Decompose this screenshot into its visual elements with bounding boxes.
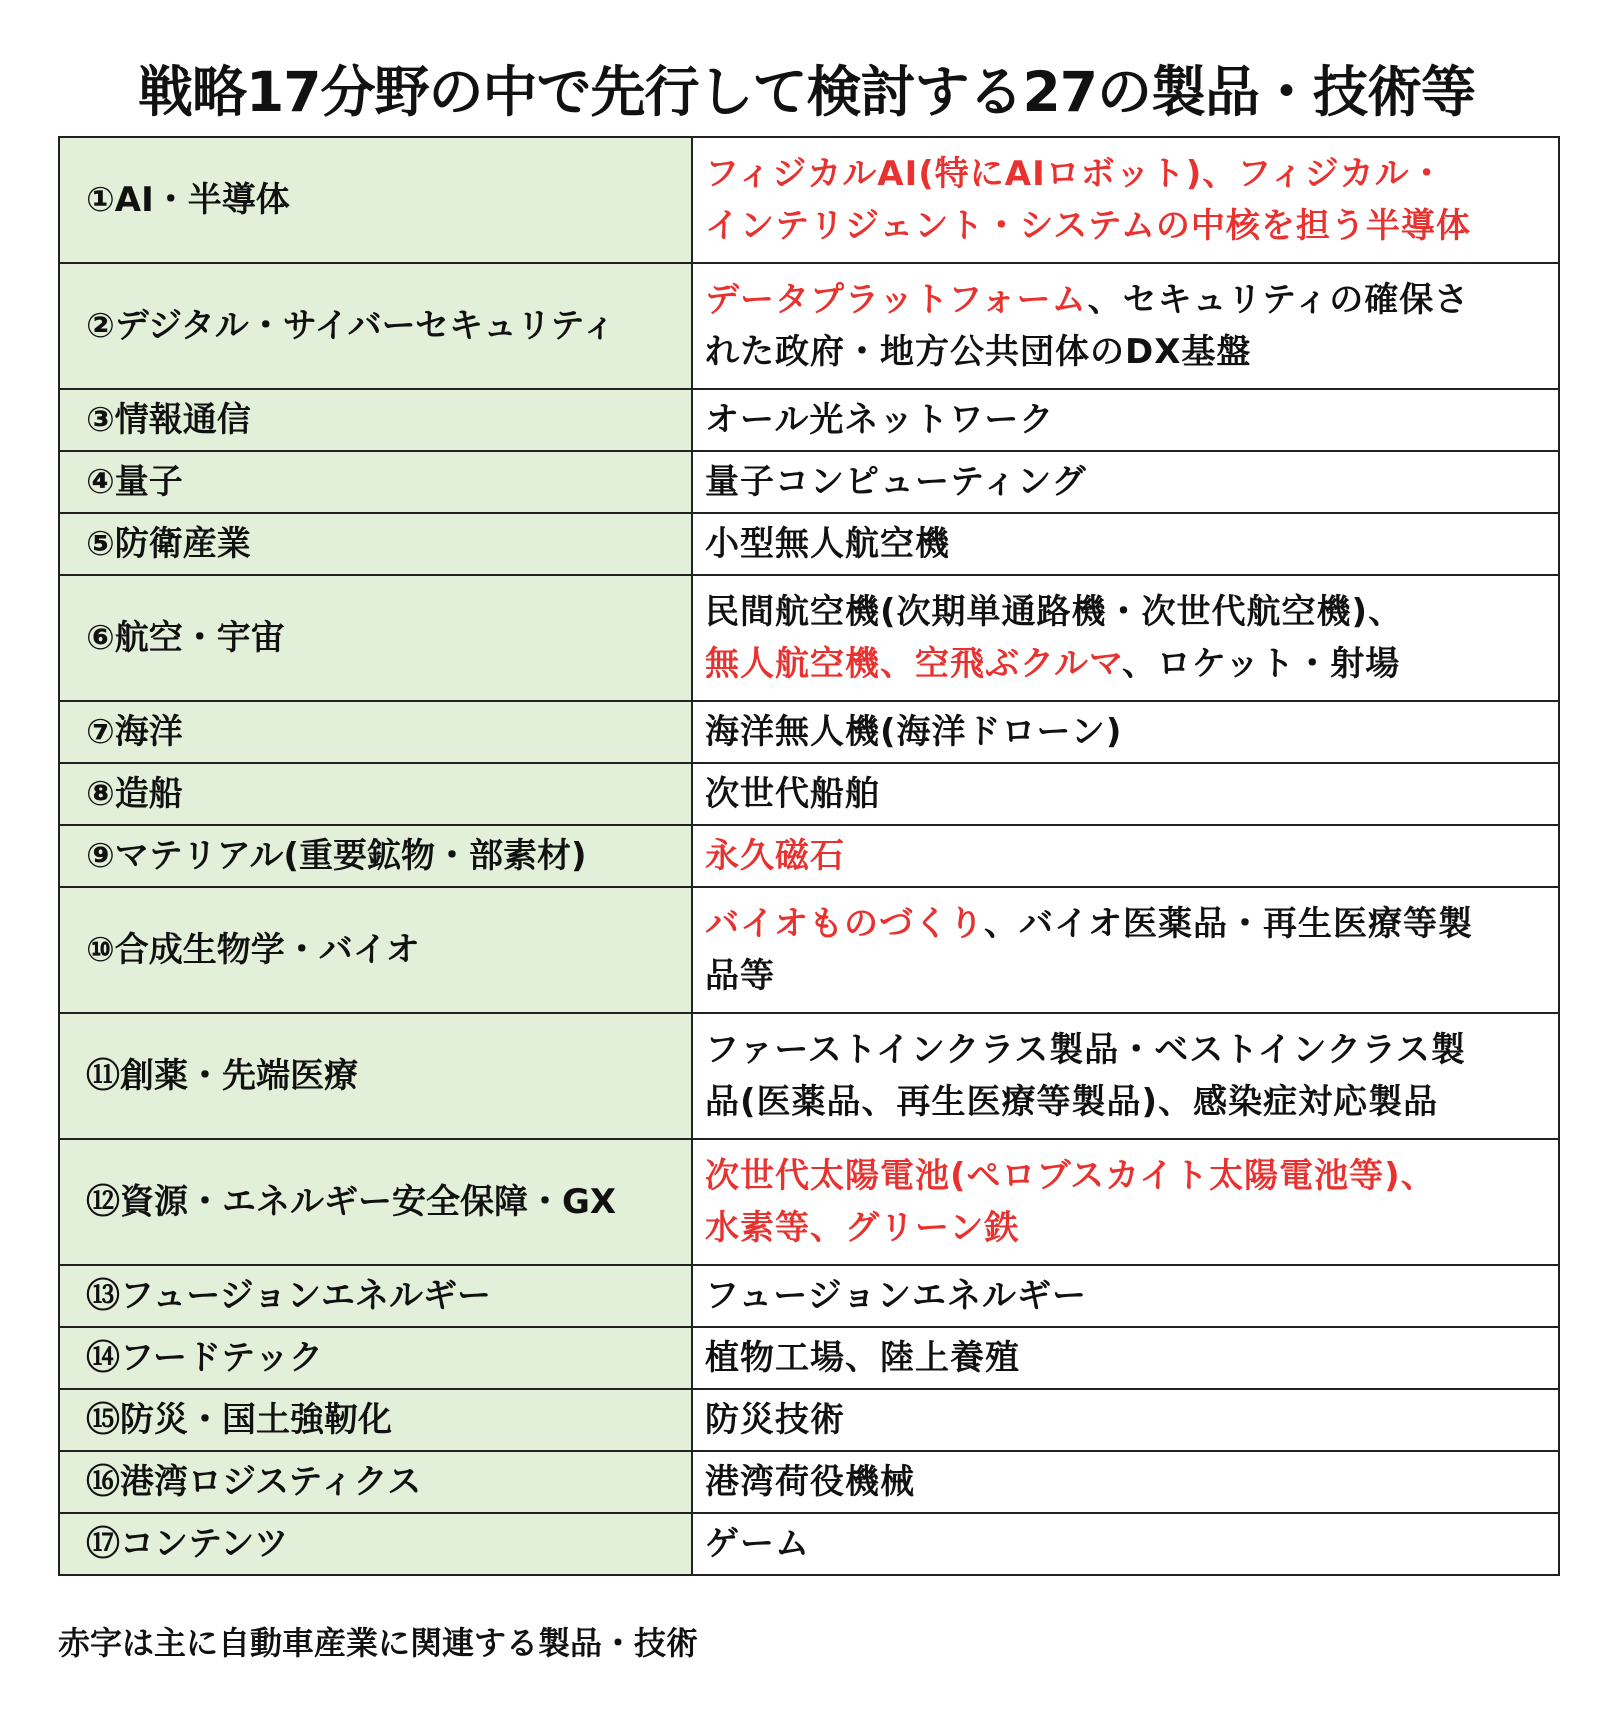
product-line [705,1024,1548,1076]
product-line [705,394,1548,446]
product-cell [692,763,1559,825]
product-line [705,1202,1548,1254]
product-line [705,274,1548,326]
product-cell [692,513,1559,575]
field-name-cell: ⑦海洋 [59,701,692,763]
product-line [705,1332,1548,1384]
product-line [705,950,1548,1002]
product-text: 植物工場、陸上養殖 [705,1338,1020,1378]
product-text: 防災技術 [705,1400,845,1440]
table-row [59,887,1559,1013]
table-row [59,701,1559,763]
product-line [705,148,1548,200]
field-name-cell: ③情報通信 [59,389,692,451]
product-line [705,1270,1548,1322]
field-name-cell: ⑧造船 [59,763,692,825]
product-line [705,638,1548,690]
product-cell [692,451,1559,513]
table-row [59,763,1559,825]
product-cell [692,1013,1559,1139]
product-cell [692,1451,1559,1513]
product-cell [692,137,1559,263]
footnote: 赤字は主に自動車産業に関連する製品・技術 [58,1624,699,1662]
product-line [705,1518,1548,1570]
product-cell [692,1327,1559,1389]
field-name-cell: ⑰コンテンツ [59,1513,692,1575]
product-text: 海洋無人機(海洋ドローン) [705,712,1123,752]
product-line [705,768,1548,820]
product-line [705,830,1548,882]
product-line [705,586,1548,638]
table-row [59,825,1559,887]
product-text-highlighted: 水素等、グリーン鉄 [705,1208,1020,1248]
field-name-cell: ⑫資源・エネルギー安全保障・GX [59,1139,692,1265]
product-cell [692,701,1559,763]
product-text: 民間航空機(次期単通路機・次世代航空機)、 [705,592,1404,632]
product-text: れた政府・地方公共団体のDX基盤 [705,332,1252,372]
table-body [59,137,1559,1575]
table-row [59,137,1559,263]
product-text-highlighted: 次世代太陽電池(ペロブスカイト太陽電池等)、 [705,1156,1436,1196]
table-row [59,1139,1559,1265]
field-name-cell: ⑯港湾ロジスティクス [59,1451,692,1513]
product-cell [692,575,1559,701]
product-text-highlighted: インテリジェント・システムの中核を担う半導体 [705,206,1471,246]
product-text: 、バイオ医薬品・再生医療等製 [983,904,1473,944]
table-row [59,575,1559,701]
table-row [59,451,1559,513]
product-text: 量子コンピューティング [705,462,1087,502]
product-text-highlighted: 永久磁石 [705,836,845,876]
product-text-highlighted: データプラットフォーム [705,280,1088,320]
product-line [705,1394,1548,1446]
product-text: 、ロケット・射場 [1121,644,1401,684]
product-text: 品等 [705,956,775,996]
product-cell [692,1389,1559,1451]
field-name-cell: ①AI・半導体 [59,137,692,263]
field-name-cell: ⑭フードテック [59,1327,692,1389]
product-line [705,706,1548,758]
product-text: 小型無人航空機 [705,524,950,564]
product-text: フュージョンエネルギー [705,1276,1087,1316]
product-line [705,456,1548,508]
product-line [705,1456,1548,1508]
product-cell [692,263,1559,389]
product-text: 、セキュリティの確保さ [1087,280,1470,320]
product-text: 品(医薬品、再生医療等製品)、感染症対応製品 [705,1082,1439,1122]
field-name-cell: ②デジタル・サイバーセキュリティ [59,263,692,389]
product-cell [692,389,1559,451]
product-line [705,898,1548,950]
field-name-cell: ⑨マテリアル(重要鉱物・部素材) [59,825,692,887]
field-name-cell: ⑩合成生物学・バイオ [59,887,692,1013]
table-row [59,1451,1559,1513]
field-name-cell: ⑤防衛産業 [59,513,692,575]
product-text: ゲーム [705,1524,810,1564]
table-row [59,1389,1559,1451]
table-row [59,513,1559,575]
product-cell [692,887,1559,1013]
product-cell [692,1139,1559,1265]
product-text: オール光ネットワーク [705,400,1055,440]
field-name-cell: ⑪創薬・先端医療 [59,1013,692,1139]
field-name-cell: ⑬フュージョンエネルギー [59,1265,692,1327]
table-row [59,1327,1559,1389]
field-name-cell: ④量子 [59,451,692,513]
product-text: ファーストインクラス製品・ベストインクラス製 [705,1030,1466,1070]
product-text-highlighted: 無人航空機、空飛ぶクルマ [705,644,1122,684]
product-line [705,518,1548,570]
strategy-fields-table [58,136,1560,1576]
product-line [705,1150,1548,1202]
field-name-cell: ⑮防災・国土強靭化 [59,1389,692,1451]
table-row [59,1013,1559,1139]
product-cell [692,825,1559,887]
product-line [705,200,1548,252]
product-cell [692,1513,1559,1575]
table-row [59,1513,1559,1575]
product-line [705,326,1548,378]
product-cell [692,1265,1559,1327]
product-line [705,1076,1548,1128]
table-row [59,263,1559,389]
product-text: 次世代船舶 [705,774,880,814]
table-row [59,389,1559,451]
product-text-highlighted: フィジカルAI(特にAIロボット)、フィジカル・ [705,154,1445,194]
product-text: 港湾荷役機械 [705,1462,915,1502]
page-title: 戦略17分野の中で先行して検討する27の製品・技術等 [137,60,1476,124]
field-name-cell: ⑥航空・宇宙 [59,575,692,701]
product-text-highlighted: バイオものづくり [705,904,984,944]
table-row [59,1265,1559,1327]
